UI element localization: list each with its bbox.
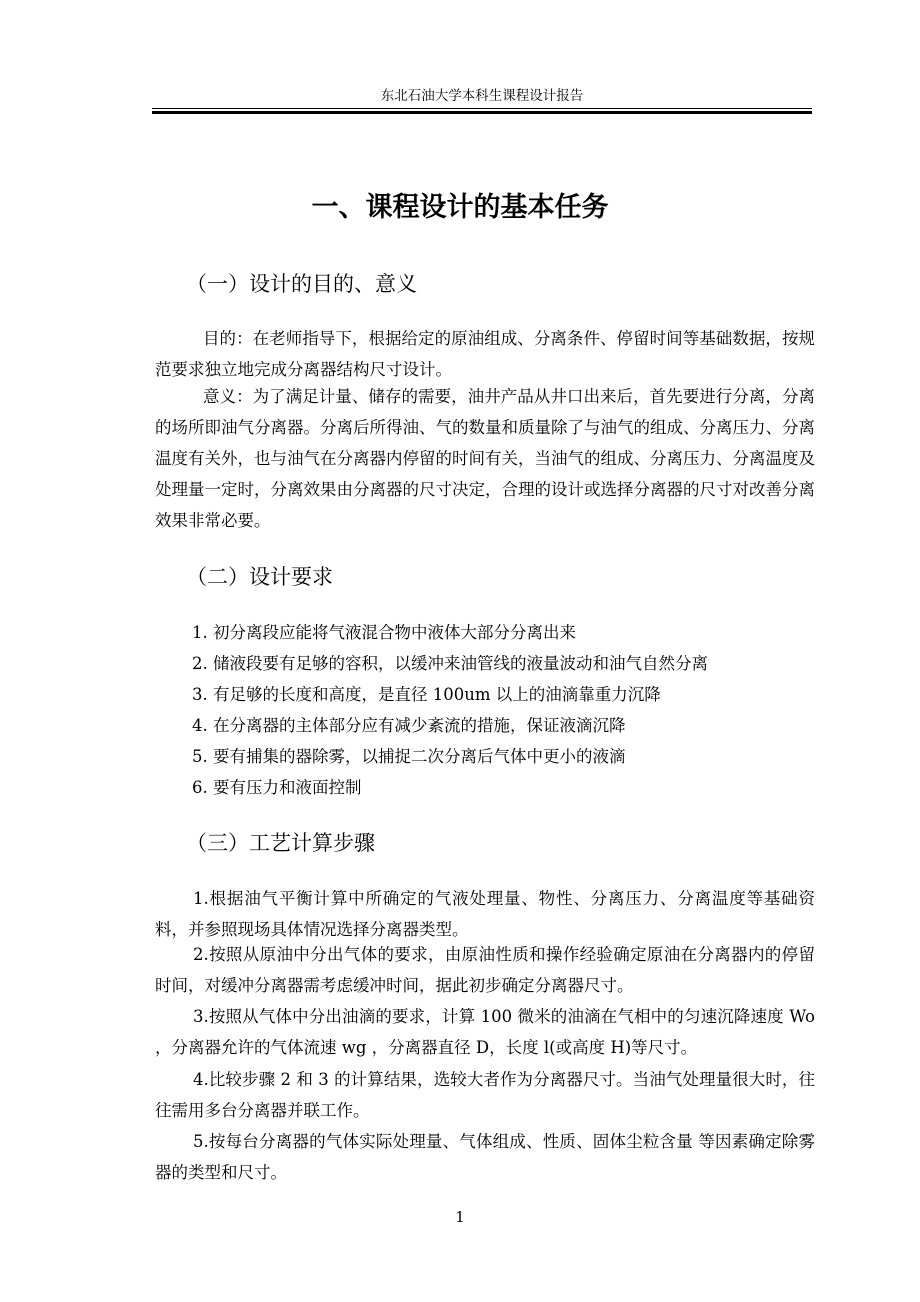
header-rule-thin <box>152 108 812 109</box>
paragraph-step-3: 3.按照从气体中分出油滴的要求，计算 100 微米的油滴在气相中的匀速沉降速度 Wo ，分离器允许的气体流速 wg ，分离器直径 D，长度 l(或高度 H)等尺寸。 <box>155 1007 815 1057</box>
list-item: 5. 要有捕集的器除雾，以捕捉二次分离后气体中更小的液滴 <box>192 747 626 766</box>
paragraph-step-1: 1.根据油气平衡计算中所确定的气液处理量、物性、分离压力、分离温度等基础资料，并参照现场具体情况选择分离器类型。 <box>155 889 815 939</box>
chapter-title: 一、课程设计的基本任务 <box>311 192 609 223</box>
header-rule-thick <box>152 111 812 114</box>
paragraph-step-5: 5.按每台分离器的气体实际处理量、气体组成、性质、固体尘粒含量 等因素确定除雾器的类型和尺寸。 <box>155 1132 815 1182</box>
list-item: 6. 要有压力和液面控制 <box>192 778 362 797</box>
list-item: 1. 初分离段应能将气液混合物中液体大部分分离出来 <box>192 623 576 642</box>
list-item: 3. 有足够的长度和高度，是直径 100um 以上的油滴靠重力沉降 <box>192 685 661 704</box>
section-heading-requirements: （二）设计要求 <box>186 565 333 589</box>
section-heading-steps: （三）工艺计算步骤 <box>186 831 375 855</box>
paragraph-step-4: 4.比较步骤 2 和 3 的计算结果，选较大者作为分离器尺寸。当油气处理量很大时，往往需用多台分离器并联工作。 <box>155 1070 815 1120</box>
paragraph-step-2: 2.按照从原油中分出气体的要求，由原油性质和操作经验确定原油在分离器内的停留时间，对缓冲分离器需考虑缓冲时间，据此初步确定分离器尺寸。 <box>155 945 815 995</box>
requirements-list <box>192 617 708 803</box>
page-number: 1 <box>455 1208 465 1226</box>
section-heading-purpose: （一）设计的目的、意义 <box>186 272 417 296</box>
paragraph-significance: 意义：为了满足计量、储存的需要，油井产品从井口出来后，首先要进行分离，分离的场所即油气分离器。分离后所得油、气的数量和质量除了与油气的组成、分离压力、分离温度有关外，也与油气在分离器内停留的时间有关，当油气的组成、分离压力、分离温度及处理量一定时，分离效果由分离器的尺寸决定，合理的设计或选择分离器的尺寸对改善分离效果非常必要。 <box>155 387 815 530</box>
list-item: 4. 在分离器的主体部分应有减少紊流的措施，保证液滴沉降 <box>192 716 626 735</box>
paragraph-purpose: 目的：在老师指导下，根据给定的原油组成、分离条件、停留时间等基础数据，按规范要求独立地完成分离器结构尺寸设计。 <box>155 329 815 379</box>
running-header: 东北石油大学本科生课程设计报告 <box>380 88 584 104</box>
list-item: 2. 储液段要有足够的容积，以缓冲来油管线的液量波动和油气自然分离 <box>192 654 708 673</box>
